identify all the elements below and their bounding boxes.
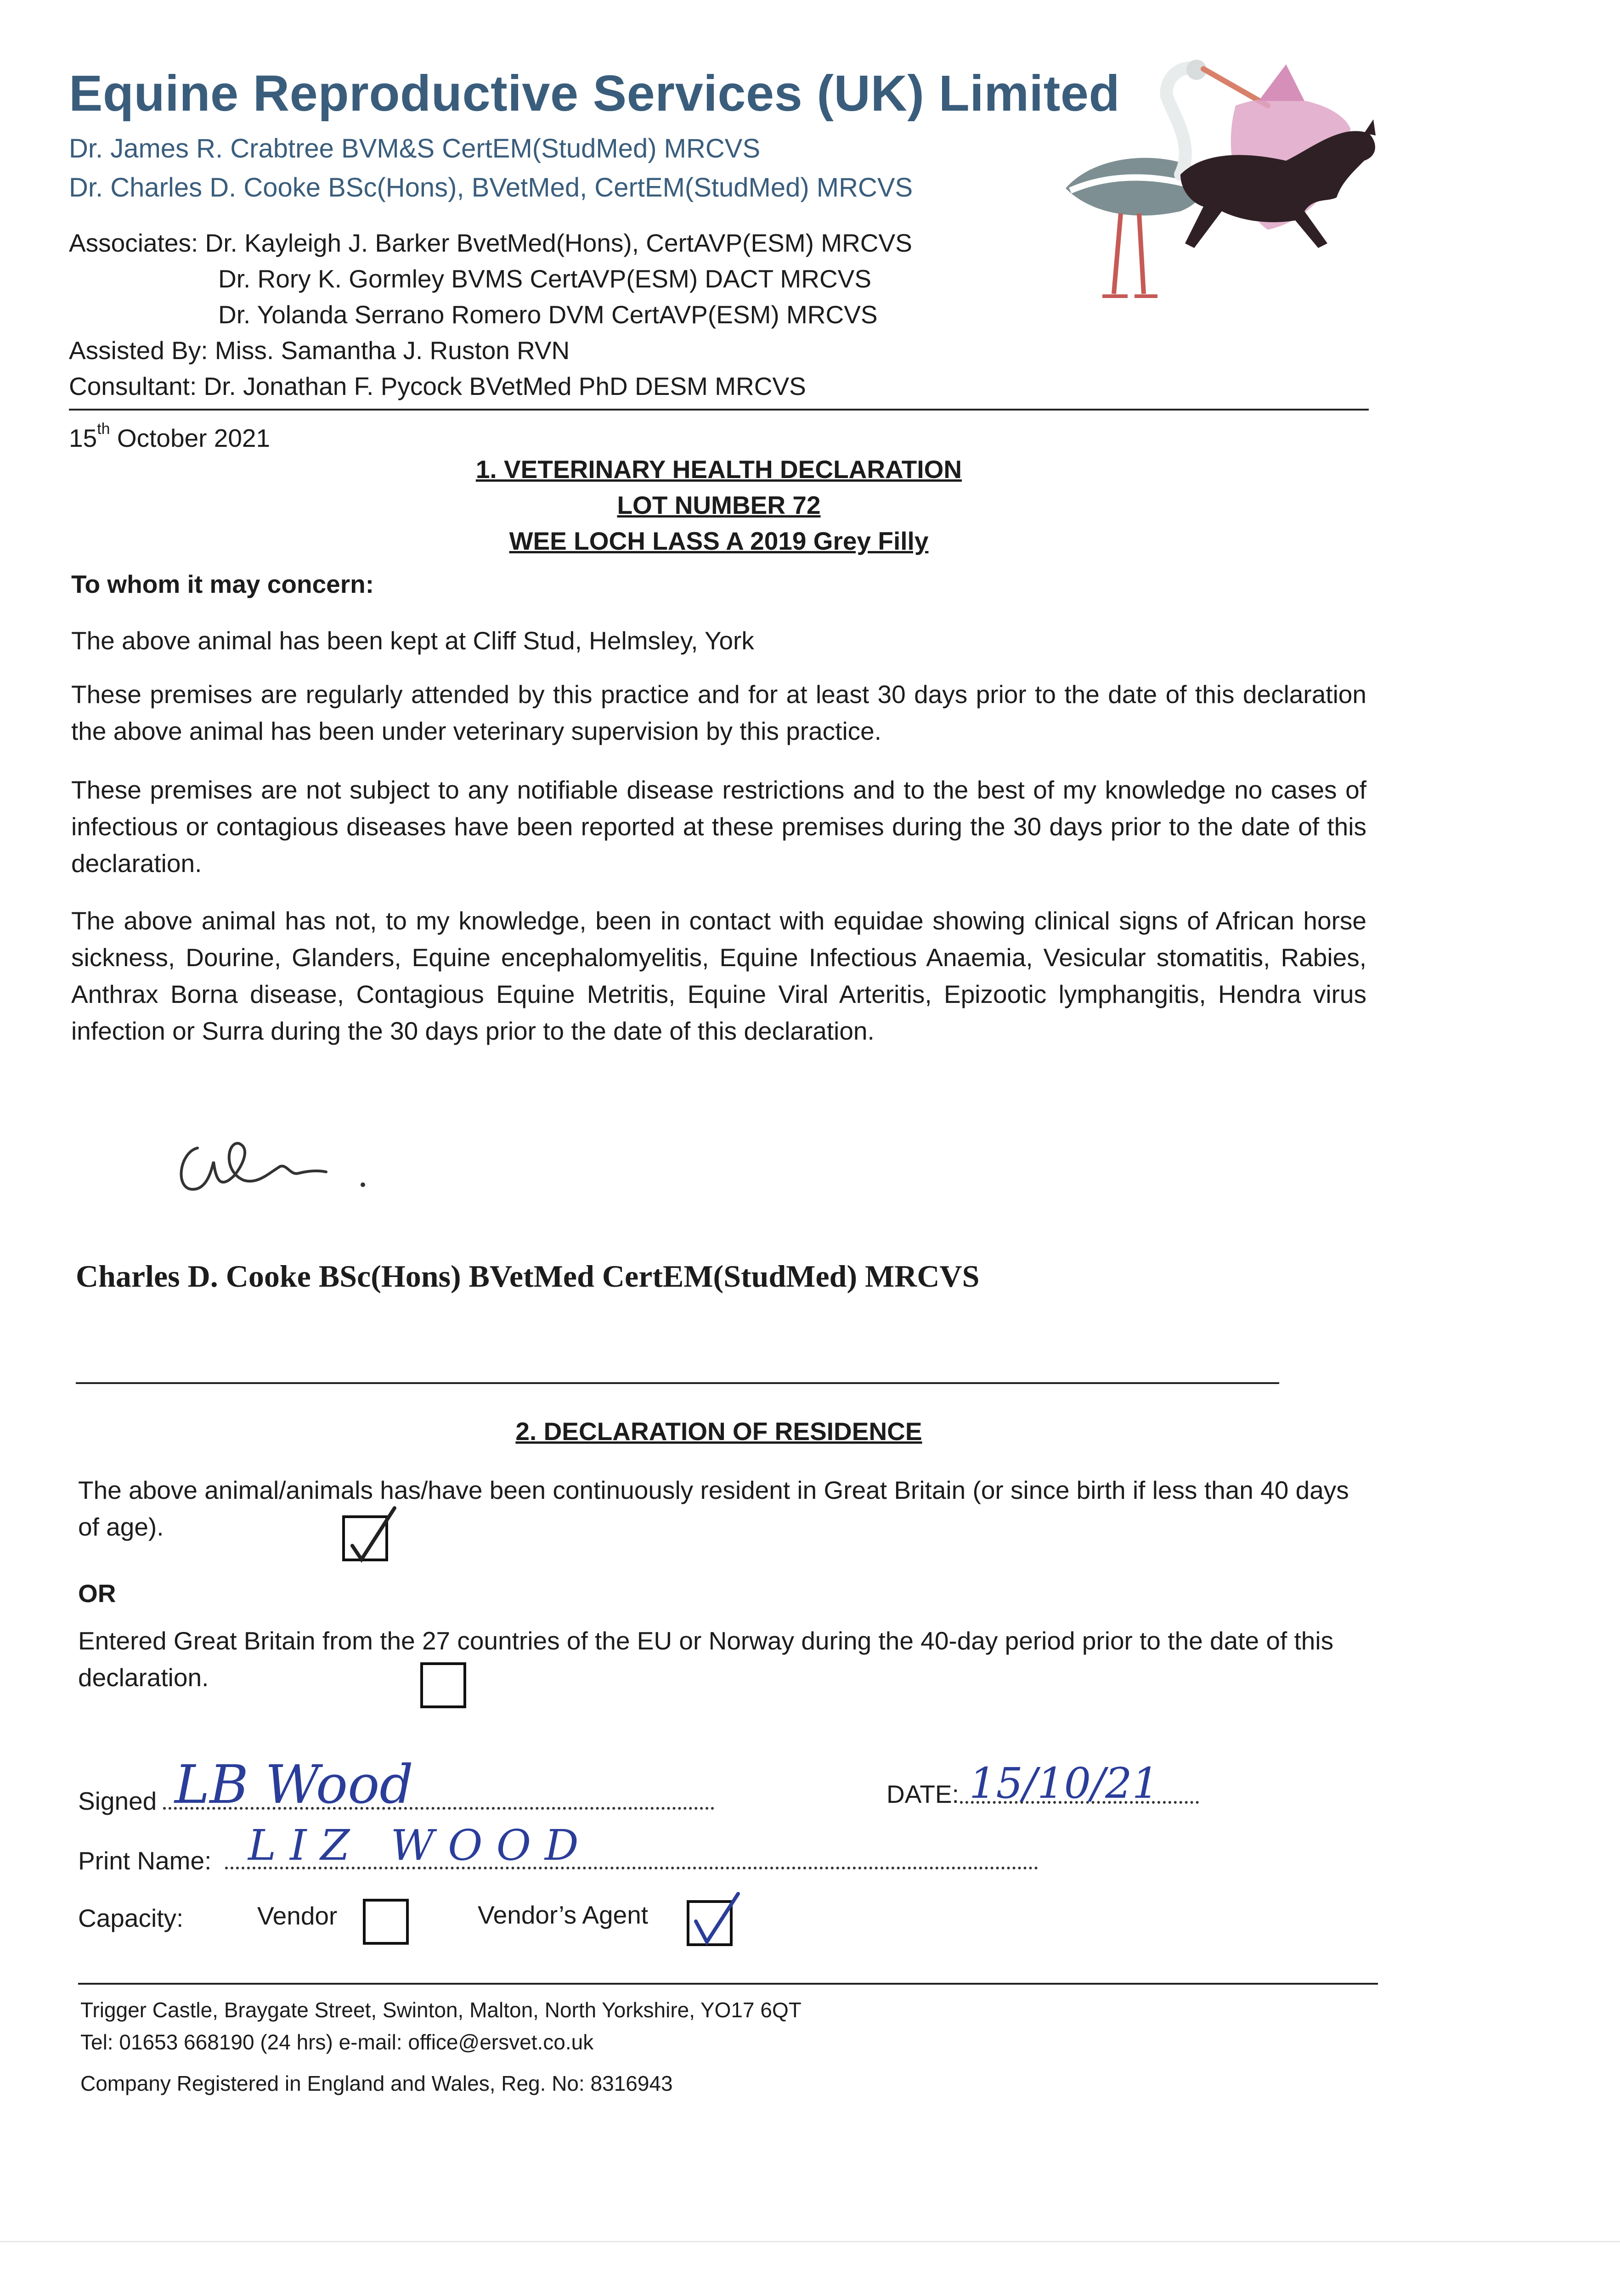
staff-list [69,225,912,404]
section-divider [76,1382,1279,1384]
check-mark-icon [688,1889,743,1953]
stork-carrying-foal-logo-icon [1029,37,1387,312]
date-rest: October 2021 [117,424,271,452]
associate-1: Dr. Kayleigh J. Barker BvetMed(Hons), CertAVP(ESM) MRCVS [205,229,912,257]
vet-signature [170,1120,390,1212]
consultant-name: Dr. Jonathan F. Pycock BVetMed PhD DESM MRCVS [203,372,806,400]
company-title: Equine Reproductive Services (UK) Limited [69,65,1120,122]
residence-option-1: The above animal/animals has/have been continuously resident in Great Britain (or since birth if less than 40 days of age). [78,1476,1349,1541]
associate-2: Dr. Rory K. Gormley BVMS CertAVP(ESM) DACT MRCVS [218,264,872,293]
date-value: 15/10/21 [969,1759,1159,1808]
paragraph-2: These premises are regularly attended by this practice and for at least 30 days prior to the date of this declaration the above animal has been under veterinary supervision by this practice. [71,680,1366,745]
print-name-value: LIZ WOOD [248,1821,593,1870]
paragraph-1: The above animal has been kept at Cliff Stud, Helmsley, York [71,626,754,655]
footer-divider [78,1983,1378,1985]
paragraph-4: The above animal has not, to my knowledge, been in contact with equidae showing clinical signs of African horse sickness, Dourine, Glanders, Equine encephalomyelitis, Equine Infectious Anaemia, Vesicular stomatitis, Rabies, Anthrax Borna disease, Contagious Equine Metritis, Equine Viral Arteritis, Epizootic lymphangitis, Hendra virus infection or Surra during the 30 days prior to the date of this declaration. [71,906,1366,1045]
salutation: To whom it may concern: [71,570,374,598]
section2-heading: 2. DECLARATION OF RESIDENCE [515,1417,922,1446]
signatory-name: Charles D. Cooke BSc(Hons) BVetMed CertEM(StudMed) MRCVS [76,1259,980,1294]
signed-value: LB Wood [175,1754,413,1816]
signed-label: Signed [78,1787,157,1815]
capacity-label: Capacity: [78,1904,184,1932]
check-mark-icon [343,1504,398,1569]
assisted-label: Assisted By: [69,336,208,365]
assisted-name: Miss. Samantha J. Ruston RVN [214,336,570,365]
residence-option-2: Entered Great Britain from the 27 countries of the EU or Norway during the 40-day period prior to the date of this declaration. [78,1626,1334,1692]
associates-label: Associates: [69,229,198,257]
consultant-label: Consultant: [69,372,197,400]
vendor-checkbox[interactable] [363,1899,409,1945]
print-name-label: Print Name: [78,1846,212,1875]
date-label: DATE: [886,1780,959,1808]
vendor-agent-label: Vendor’s Agent [478,1901,649,1929]
partner-2: Dr. Charles D. Cooke BSc(Hons), BVetMed, CertEM(StudMed) MRCVS [69,173,913,203]
paragraph-3: These premises are not subject to any notifiable disease restrictions and to the best of my knowledge no cases of infectious or contagious diseases have been reported at these premises during the 30 days prior to the date of this declaration. [71,776,1366,878]
footer-address: Trigger Castle, Braygate Street, Swinton, Malton, North Yorkshire, YO17 6QT [80,1998,802,2022]
declaration-date [69,420,270,453]
section1-heading: 1. VETERINARY HEALTH DECLARATION [475,455,962,484]
associate-3: Dr. Yolanda Serrano Romero DVM CertAVP(ESM) MRCVS [218,300,878,329]
date-day: 15 [69,424,97,452]
horse-description: WEE LOCH LASS A 2019 Grey Filly [509,527,929,555]
residence-option-2-checkbox[interactable] [420,1662,466,1708]
partner-1: Dr. James R. Crabtree BVM&S CertEM(StudMed) MRCVS [69,134,761,163]
footer-contact: Tel: 01653 668190 (24 hrs) e-mail: office@ersvet.co.uk [80,2030,594,2054]
residence-option-1-checkbox[interactable] [342,1515,388,1561]
footer-registration: Company Registered in England and Wales, Reg. No: 8316943 [80,2071,673,2095]
date-suffix: th [97,420,110,438]
header-divider [69,409,1369,411]
lot-number: LOT NUMBER 72 [617,491,821,519]
or-separator: OR [78,1579,116,1608]
scan-edge-line [0,2241,1620,2242]
vendor-label: Vendor [257,1902,338,1930]
vendor-agent-checkbox[interactable] [687,1900,733,1946]
